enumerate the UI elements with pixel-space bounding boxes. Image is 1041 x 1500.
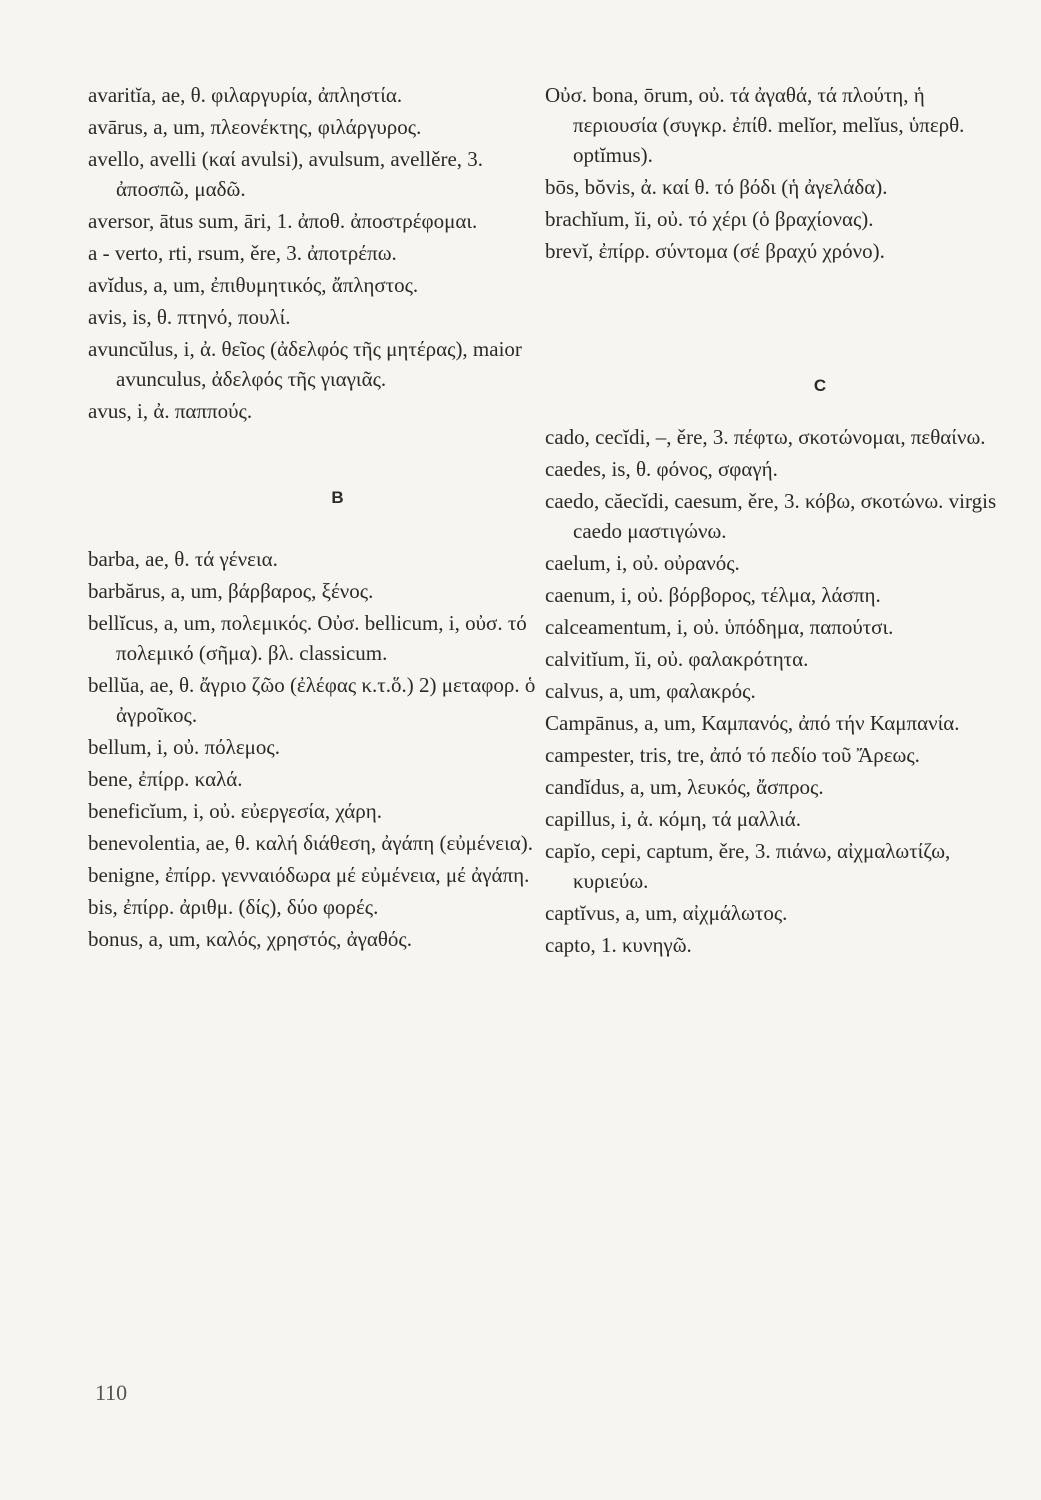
dictionary-entry: captĭvus, a, um, αἰχμάλωτος.	[545, 901, 788, 925]
dictionary-entry: avis, is, θ. πτηνό, πουλί.	[88, 305, 291, 329]
dictionary-entry: avuncŭlus, i, ἀ. θεῖος (ἀδελφός τῆς μητέρας), maior avunculus, ἀδελφός τῆς γιαγιᾶς.	[88, 337, 522, 391]
dictionary-entry: beneficĭum, i, οὐ. εὐεργεσία, χάρη.	[88, 799, 382, 823]
right-column	[545, 80, 1000, 962]
dictionary-entry: avĭdus, a, um, ἐπιθυμητικός, ἄπληστος.	[88, 273, 419, 297]
dictionary-entry: caedes, is, θ. φόνος, σφαγή.	[545, 457, 778, 481]
page-number: 110	[95, 1380, 128, 1405]
entries-b-continued	[545, 80, 1000, 266]
dictionary-entry: Campānus, a, um, Καμπανός, ἀπό τήν Καμπανία.	[545, 711, 960, 735]
left-column	[88, 80, 543, 956]
dictionary-entry: avārus, a, um, πλεονέκτης, φιλάργυρος.	[88, 115, 422, 139]
dictionary-entry: avus, i, ἀ. παππούς.	[88, 399, 253, 423]
dictionary-entry: bellŭa, ae, θ. ἄγριο ζῶο (ἐλέφας κ.τ.ὅ.) 2) μεταφορ. ὁ ἀγροῖκος.	[88, 673, 536, 727]
dictionary-entry: bellĭcus, a, um, πολεμικός. Οὐσ. bellicum, i, οὐσ. τό πολεμικό (σῆμα). βλ. classicum.	[88, 611, 527, 665]
dictionary-entry: benigne, ἐπίρρ. γενναιόδωρα μέ εὐμένεια, μέ ἀγάπη.	[88, 863, 530, 887]
dictionary-entry: caelum, i, οὐ. οὐρανός.	[545, 551, 740, 575]
dictionary-entry: bellum, i, οὐ. πόλεμος.	[88, 735, 280, 759]
dictionary-entry: avello, avelli (καί avulsi), avulsum, avellěre, 3. ἀποσπῶ, μαδῶ.	[88, 147, 484, 201]
dictionary-entry: barbărus, a, um, βάρβαρος, ξένος.	[88, 579, 374, 603]
dictionary-entry: capĭo, cepi, captum, ěre, 3. πιάνω, αἰχμαλωτίζω, κυριεύω.	[545, 839, 951, 893]
dictionary-entry: a - verto, rti, rsum, ěre, 3. ἀποτρέπω.	[88, 241, 397, 265]
dictionary-entry: campester, tris, tre, ἀπό τό πεδίο τοῦ Ἄρεως.	[545, 743, 920, 767]
dictionary-entry: bonus, a, um, καλός, χρηστός, ἀγαθός.	[88, 927, 412, 951]
section-letter-b: B	[331, 488, 344, 507]
dictionary-entry: capillus, i, ἀ. κόμη, τά μαλλιά.	[545, 807, 801, 831]
dictionary-entry: candĭdus, a, um, λευκός, ἄσπρος.	[545, 775, 824, 799]
dictionary-entry: barba, ae, θ. τά γένεια.	[88, 547, 278, 571]
dictionary-entry: bōs, bŏvis, ἀ. καί θ. τό βόδι (ἡ ἀγελάδα).	[545, 175, 888, 199]
dictionary-entry: avaritĭa, ae, θ. φιλαργυρία, ἀπληστία.	[88, 83, 403, 107]
dictionary-entry: brachĭum, ĭi, οὐ. τό χέρι (ὁ βραχίονας).	[545, 207, 874, 231]
dictionary-entry: caenum, i, οὐ. βόρβορος, τέλμα, λάσπη.	[545, 583, 881, 607]
dictionary-entry: capto, 1. κυνηγῶ.	[545, 933, 692, 957]
dictionary-entry: calvitĭum, ĭi, οὐ. φαλακρότητα.	[545, 647, 809, 671]
dictionary-entry: calceamentum, i, οὐ. ὑπόδημα, παπούτσι.	[545, 615, 894, 639]
dictionary-entry: bis, ἐπίρρ. ἀριθμ. (δίς), δύο φορές.	[88, 895, 379, 919]
dictionary-entry: Οὐσ. bona, ōrum, οὐ. τά ἀγαθά, τά πλούτη, ἡ περιουσία (συγκρ. ἐπίθ. melĭor, melĭus, ὑπερθ. optĭmus).	[545, 83, 965, 167]
section-letter-c: C	[813, 376, 827, 395]
entries-c	[545, 422, 1000, 960]
dictionary-entry: calvus, a, um, φαλακρός.	[545, 679, 756, 703]
entries-a	[88, 80, 543, 426]
dictionary-entry: aversor, ātus sum, āri, 1. ἀποθ. ἀποστρέφομαι.	[88, 209, 478, 233]
entries-b	[88, 544, 543, 954]
dictionary-entry: cado, cecĭdi, –, ěre, 3. πέφτω, σκοτώνομαι, πεθαίνω.	[545, 425, 986, 449]
dictionary-entry: caedo, căecĭdi, caesum, ěre, 3. κόβω, σκοτώνω. virgis caedo μαστιγώνω.	[545, 489, 997, 543]
dictionary-entry: bene, ἐπίρρ. καλά.	[88, 767, 243, 791]
dictionary-entry: benevolentia, ae, θ. καλή διάθεση, ἀγάπη (εὐμένεια).	[88, 831, 533, 855]
dictionary-entry: brevĭ, ἐπίρρ. σύντομα (σέ βραχύ χρόνο).	[545, 239, 885, 263]
